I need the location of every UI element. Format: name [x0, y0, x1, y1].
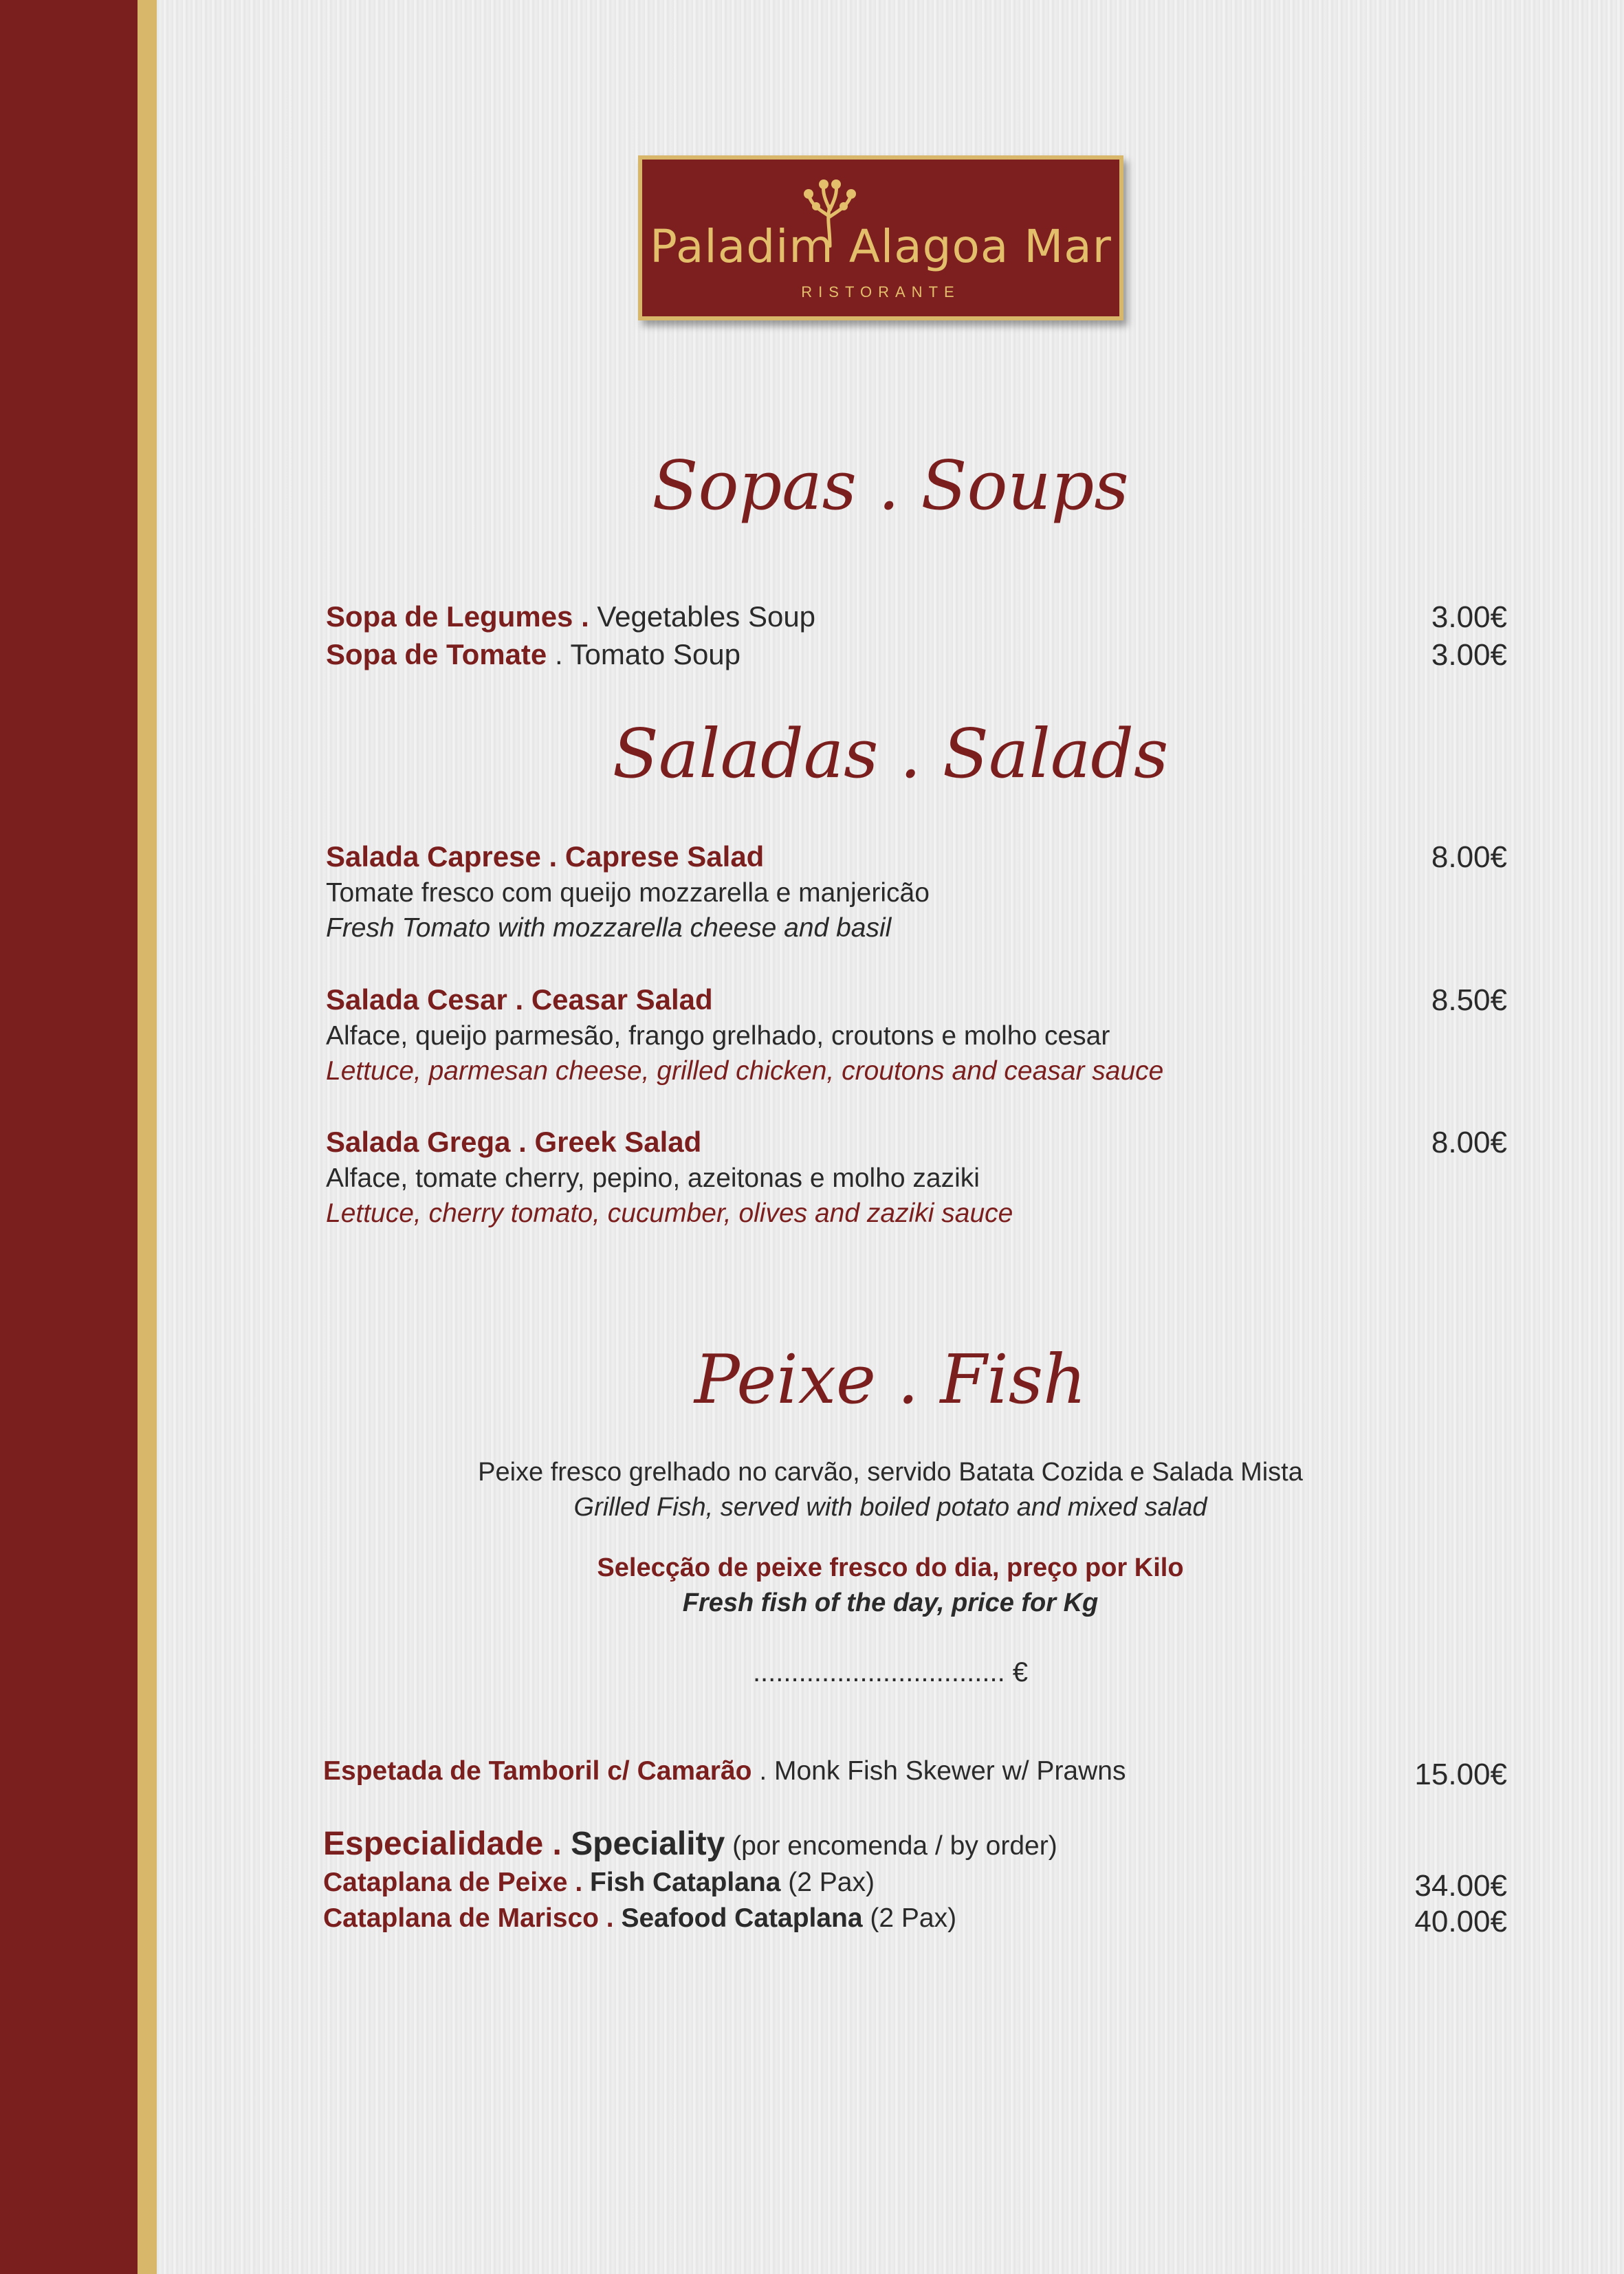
salad-desc-en: Lettuce, cherry tomato, cucumber, olives and zaziki sauce [326, 1199, 1013, 1228]
cataplana-name-pt: Cataplana de Peixe . [323, 1868, 583, 1897]
soup-item [326, 600, 815, 633]
skewer-name-pt: Espetada de Tamboril c/ Camarão [323, 1756, 752, 1786]
salads-heading: Saladas . Salads [612, 715, 1169, 794]
restaurant-logo [638, 155, 1123, 320]
soup-name-pt: Sopa de Legumes . [326, 600, 589, 633]
soups-heading: Sopas . Soups [652, 447, 1129, 525]
fish-intro-pt: Peixe fresco grelhado no carvão, servido Batata Cozida e Salada Mista [478, 1458, 1303, 1487]
soup-price: 3.00€ [1431, 600, 1507, 634]
skewer-name-en: . Monk Fish Skewer w/ Prawns [751, 1756, 1126, 1786]
soup-name-en: . Tomato Soup [547, 638, 741, 670]
fish-price-line: ................................. € [752, 1657, 1029, 1687]
soup-item [326, 638, 740, 671]
brand-subtitle: RISTORANTE [801, 283, 961, 300]
salad-price: 8.00€ [1431, 1126, 1507, 1159]
cataplana-price: 34.00€ [1414, 1869, 1507, 1903]
soup-name-en: Vegetables Soup [589, 600, 816, 633]
soup-price: 3.00€ [1431, 638, 1507, 672]
speciality-label-en: Speciality [561, 1826, 725, 1862]
salad-price: 8.00€ [1431, 840, 1507, 874]
brand-name: Paladim Alagoa Mar [650, 220, 1112, 273]
skewer-price: 15.00€ [1414, 1758, 1507, 1791]
salad-title: Salada Grega . Greek Salad [326, 1126, 702, 1158]
salad-desc-pt: Alface, queijo parmesão, frango grelhado, croutons e molho cesar [326, 1021, 1110, 1051]
cataplana-name-en: Seafood Cataplana [613, 1903, 863, 1933]
skewer-item [323, 1756, 1126, 1786]
left-band-gold [138, 0, 157, 2274]
cataplana-name-pt: Cataplana de Marisco . [323, 1903, 614, 1933]
salad-desc-pt: Alface, tomate cherry, pepino, azeitonas e molho zaziki [326, 1163, 980, 1193]
salad-title: Salada Caprese . Caprese Salad [326, 840, 765, 873]
cataplana-pax: (2 Pax) [780, 1868, 875, 1897]
cataplana-pax: (2 Pax) [862, 1903, 957, 1933]
salad-title: Salada Cesar . Ceasar Salad [326, 983, 713, 1016]
fish-selection-pt: Selecção de peixe fresco do dia, preço por Kilo [597, 1553, 1184, 1582]
salad-desc-en: Lettuce, parmesan cheese, grilled chicken, croutons and ceasar sauce [326, 1056, 1164, 1086]
left-band-red [0, 0, 138, 2274]
cataplana-item [323, 1868, 875, 1898]
fish-heading: Peixe . Fish [694, 1341, 1087, 1419]
salad-price: 8.50€ [1431, 983, 1507, 1017]
fish-intro-en: Grilled Fish, served with boiled potato and mixed salad [573, 1493, 1207, 1522]
salad-desc-pt: Tomate fresco com queijo mozzarella e manjericão [326, 878, 930, 908]
cataplana-price: 40.00€ [1414, 1905, 1507, 1938]
soup-name-pt: Sopa de Tomate [326, 638, 547, 670]
speciality-note: (por encomenda / by order) [725, 1831, 1057, 1861]
fish-selection-en: Fresh fish of the day, price for Kg [682, 1588, 1099, 1617]
cataplana-item [323, 1903, 956, 1934]
salad-desc-en: Fresh Tomato with mozzarella cheese and basil [326, 913, 892, 943]
speciality-heading [323, 1825, 1057, 1863]
cataplana-name-en: Fish Cataplana [582, 1868, 781, 1897]
speciality-label-pt: Especialidade . [323, 1826, 562, 1862]
